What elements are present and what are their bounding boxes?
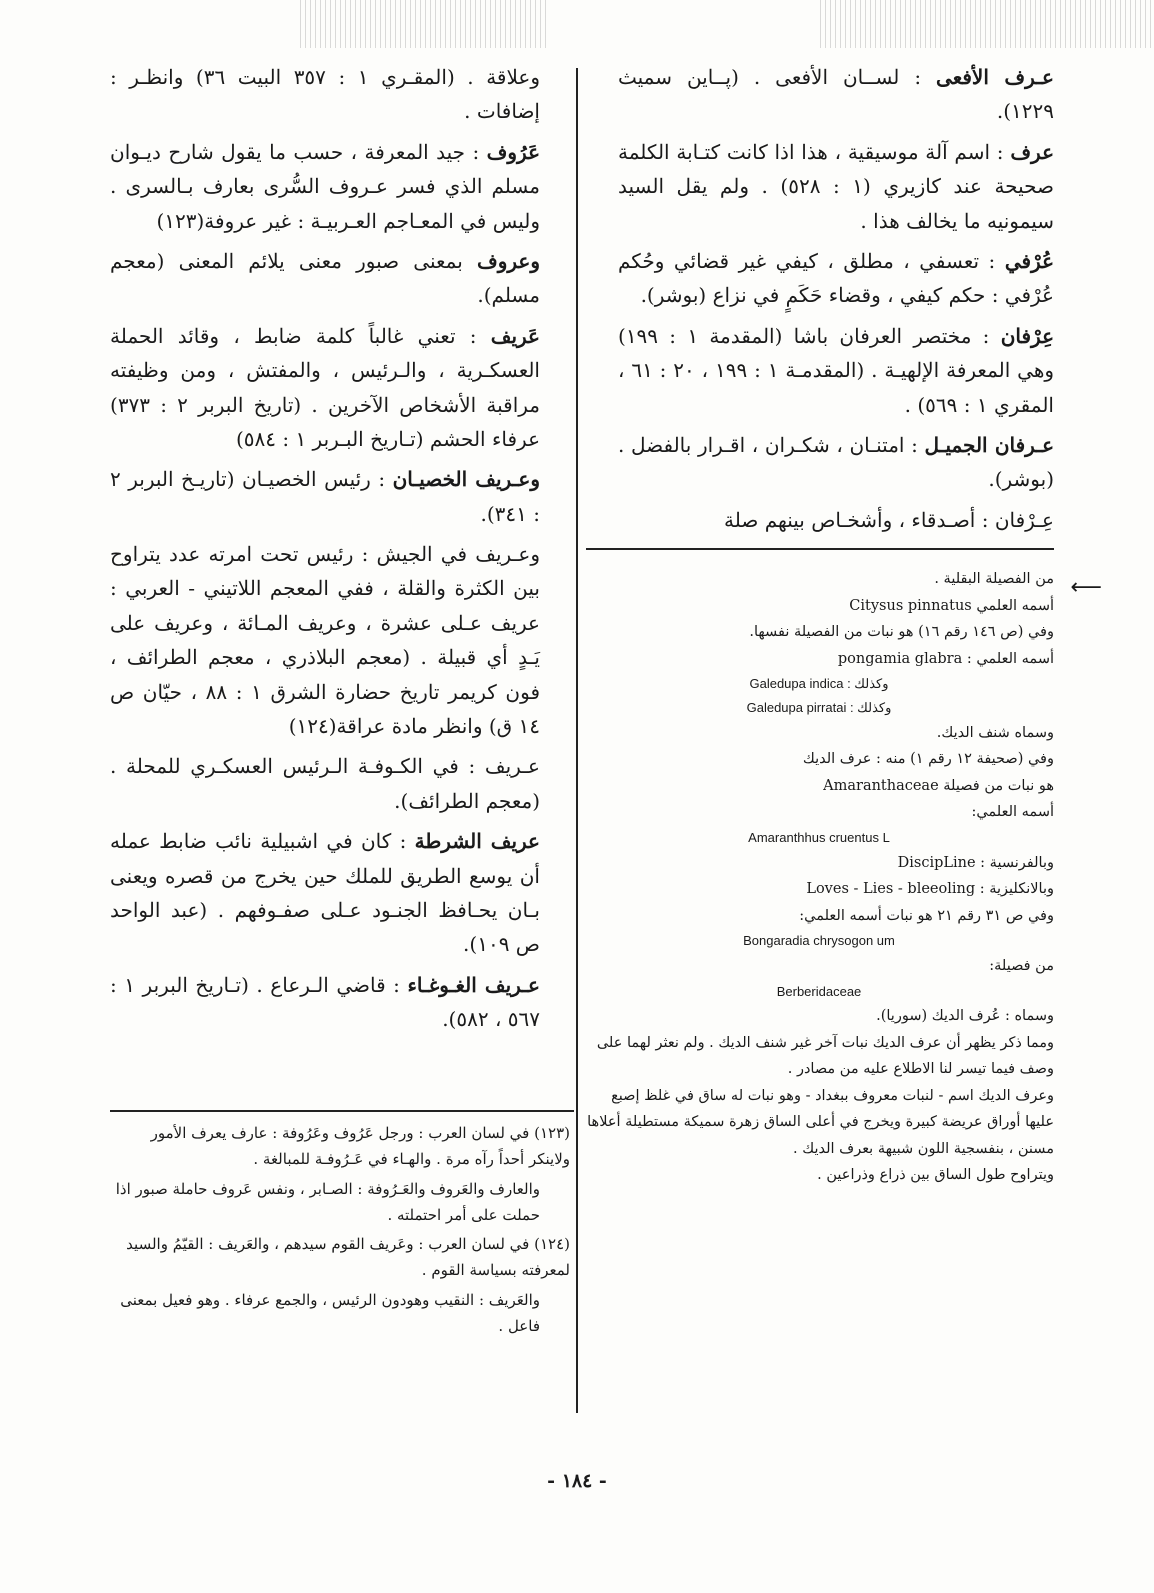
note-line: وفي ص ٣١ رقم ٢١ هو نبات أسمه العلمي: <box>799 907 1054 924</box>
entry <box>618 319 1054 422</box>
arrow-left-icon: ⟵ <box>1070 575 1102 600</box>
note-line: أسمه العلمي: <box>971 804 1054 821</box>
footnote-divider <box>110 1110 574 1112</box>
note-line: أسمه العلمي : pongamia glabra <box>837 650 1054 667</box>
scan-noise <box>820 0 1154 48</box>
section-divider <box>586 548 1054 550</box>
headword: عَريف <box>490 323 540 348</box>
note-line: وفي (ص ١٤٦ رقم ١٦) هو نبات من الفصيلة نفسها. <box>749 624 1054 641</box>
entry <box>618 428 1054 497</box>
definition: بمعنى صبور معنى يلائم المعنى (معجم مسلم). <box>110 248 540 308</box>
entry <box>110 462 540 531</box>
entry <box>618 60 1054 129</box>
note-line: وسماه : عُرف الديك (سوريا). <box>876 1008 1054 1025</box>
definition: عـريف : في الكـوفـة الـرئيس العسكـري للمحلة . (معجم الطرائف). <box>110 754 540 813</box>
note-line: من فصيلة: <box>989 957 1054 974</box>
headword: عـرفان الجميـل <box>924 432 1055 457</box>
plant-notes <box>584 566 1102 1189</box>
headword: عرف <box>1010 139 1055 164</box>
footnote: والعارف والعَروف والعَـرُوفة : الصـابر ، ونفس عَروف حاملة صبور اذا حملت على أمر احتملته . <box>115 1179 540 1224</box>
entry <box>618 244 1054 313</box>
headword: عُرْفي <box>1004 248 1055 273</box>
entry <box>110 319 540 457</box>
note-line: ويتراوح طول الساق بين ذراع وذراعين . <box>817 1167 1054 1184</box>
note-line: Bongaradia chrysogon um <box>743 933 895 949</box>
note-line: وكذلك : Galedupa pirratai <box>746 699 892 715</box>
definition: : لســان الأفعى . (پــاين سميث ١٢٢٩). <box>618 65 1054 124</box>
note-line: هو نبات من فصيلة Amaranthaceae <box>823 777 1054 794</box>
definition: : قاضي الـرعاع . (تـاريخ البربر ١ : ٥٦٧ ، ٥٨٢). <box>110 972 540 1032</box>
definition: عِـرْفان : أصـدقاء ، وأشخـاص بينهم صلة <box>724 507 1054 532</box>
entry <box>110 749 540 818</box>
column-divider <box>576 68 578 1413</box>
footnote: (١٢٤) في لسان العرب : وعَريف القوم سيدهم ، والعَريف : القيّمُ والسيد لمعرفته بسياسة القوم . <box>126 1235 570 1280</box>
entry <box>618 135 1054 238</box>
footnote: والعَريف : النقيب وهودون الرئيس ، والجمع عرفاء . وهو فعيل بمعنى فاعل . <box>120 1290 540 1335</box>
definition: : تعني غالباً كلمة ضابط ، وقائد الحملة العسكـرية ، والـرئيس ، والمفتش ، ومن وظيفته مراقبة الأشخاص الآخرين . (تاريخ البربر ٢ : ٣٧٣) عرفاء الحشم (تـاريخ البـربر ١ : ٥٨٤) <box>110 323 541 451</box>
headword: وعـريف الخصيـان <box>392 467 540 492</box>
entry <box>110 135 540 238</box>
scan-noise <box>300 0 550 48</box>
entry <box>110 968 540 1037</box>
headword: عـرف الأفعى <box>936 65 1054 89</box>
definition: : رئيس الخصيـان (تاريـخ البربر ٢ : ٣٤١). <box>110 467 540 526</box>
definition: : اسم آلة موسيقية ، هذا اذا كانت كتـابة الكلمة صحيحة عند كازيري (١ : ٥٢٨) . ولم يقل السيد سيمونيه ما يخالف هذا . <box>618 139 1054 233</box>
right-column <box>618 60 1054 543</box>
page-number: - ١٨٤ - <box>547 1470 607 1492</box>
entry <box>618 503 1054 537</box>
note-line: Berberidaceae <box>776 983 862 999</box>
headword: عَرُوف <box>486 139 541 164</box>
note-line: وبالانكليزية : Loves - Lies - bleeoling <box>806 881 1054 898</box>
definition: : مختصر العرفان باشا (المقدمة ١ : ١٩٩) وهي المعرفة الإلهيـة . (المقدمـة ١ : ١٩٩ ، ٢٠ : ٦١ ، المقري ١ : ٥٦٩) . <box>618 323 1055 417</box>
headword: وعروف <box>476 248 541 273</box>
entry <box>110 824 540 962</box>
definition: وعلاقة . (المقـري ١ : ٣٥٧ البيت ٣٦) وانظـر : إضافات . <box>110 65 541 124</box>
headword: عـريف الغـوغـاء <box>407 972 540 997</box>
entry <box>110 244 540 313</box>
note-line: وفي (صحيفة ١٢ رقم ١) منه : عرف الديك <box>802 751 1054 768</box>
note-line: Amaranthhus cruentus L <box>748 829 890 845</box>
left-column <box>110 60 540 1043</box>
note-line: وسماه شنف الديك. <box>936 724 1054 741</box>
footnote: (١٢٣) في لسان العرب : ورجل عَرُوف وعَرُوفة : عارف يعرف الأمور ولاينكر أحداً رآه مرة . والهـاء في عَـرُوفـة للمبالغة . <box>150 1124 570 1169</box>
note-line: وكذلك : Galedupa indica <box>749 676 889 692</box>
entry <box>110 60 540 129</box>
note-line: وعرف الديك اسم - لنبات معروف ببغداد - وهو نبات له ساق في غلظ إصبع عليها أوراق عريضة كبيرة ويخرج في أعلى الساق زهرة سميكة مستطيلة أعلاها مسنن ، بنفسجية اللون شبيهة بعرف الديك . <box>587 1087 1054 1157</box>
definition: : جيد المعرفة ، حسب ما يقول شارح ديـوان مسلم الذي فسر عـروف السُّرى بعارف بـالسرى . وليس في المعـاجم العـربيـة : غير عروفة(١٢٣) <box>110 139 540 233</box>
definition: وعـريف في الجيش : رئيس تحت امرته عدد يتراوح بين الكثرة والقلة ، ففي المعجم اللاتيني - العربي : عريف عـلى عشرة ، وعريف المـائة ، وعريف على يَـدٍ أي قبيلة . (معجم البلاذري ، معجم الطرائف ، فون كريمر تاريخ حضارة الشرق ١ : ٨٨ ، حيّان ص ١٤ ق) وانظر مادة عراقة(١٢٤) <box>110 542 540 739</box>
entry <box>110 537 540 743</box>
definition: : امتنـان ، شكـران ، اقـرار بالفضل . (بوشر). <box>618 432 1054 492</box>
note-line: ومما ذكر يظهر أن عرف الديك نبات آخر غير شنف الديك . ولم نعثر لهما على وصف فيما تيسر لنا الاطلاع عليه من مصادر . <box>596 1034 1054 1078</box>
headword: عِرْفان <box>1000 323 1054 348</box>
definition: : كان في اشبيلية نائب ضابط عمله أن يوسع الطريق للملك حين يخرج من قصره ويعنى بـان يحـافظ الجنـود عـلى صفـوفهم . (عبد الواحد ص ١٠٩). <box>110 829 540 957</box>
footnotes <box>110 1120 570 1342</box>
note-line: أسمه العلمي Citysus pinnatus <box>849 597 1054 614</box>
note-line: من الفصيلة البقلية . <box>934 571 1054 587</box>
headword: عريف الشرطة <box>414 829 540 854</box>
definition: : تعسفي ، مطلق ، كيفي غير قضائي وحُكم عُرْفي : حكم كيفي ، وقضاء حَكَمٍ في نزاع (بوشر). <box>618 248 1054 308</box>
note-line: وبالفرنسية : DiscipLine <box>897 854 1054 871</box>
